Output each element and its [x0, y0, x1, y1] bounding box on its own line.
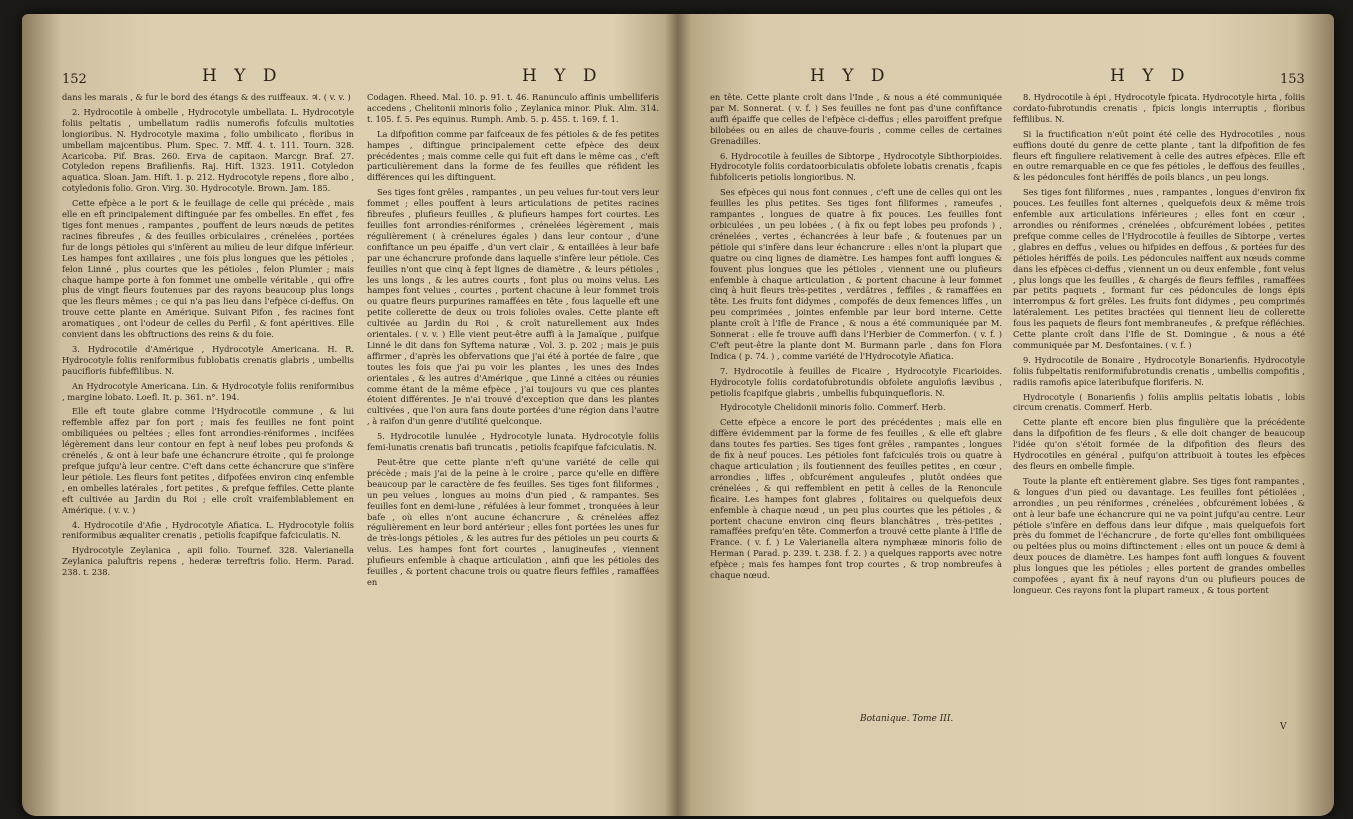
paragraph: Cette plante eft encore bien plus fingulière que la précédente dans la difpofition de fes fleurs , & elle doit changer de beaucoup l'idée qu'on s'étoit formée de la difpofition des fleurs des Hydrocotiles en général , puifqu'on attribuoit à toutes les efpèces des fleurs en ombelle fimple.: [1013, 417, 1305, 471]
paragraph: Hydrocotyle ( Bonarienfis ) foliis ampliis peltatis lobatis , lobis circum crenatis. Commerf. Herb.: [1013, 391, 1305, 413]
signature-mark: V: [1280, 722, 1287, 732]
left-page-column-2: [367, 92, 659, 592]
paragraph: Cette efpèce a le port & le feuillage de celle qui précède , mais elle en eft principalement diftinguée par fes ombelles. En effet , fes tiges font menues , rampantes , pouffent de leurs nœuds de petites racines fibreufes , & des feuilles orbiculaires , crénelées , portées fur de longs pétioles qui s'inſèrent au milieu de leur difque inférieur. Les hampes font axillaires , une fois plus longues que les pétioles , felon Linné , plus courtes que les pétioles , felon Plumier ; mais chaque hampe porte à fon fommet une ombelle véritable , qui offre plus de vingt fleurs foutenues par des rayons beaucoup plus longs que les fleurs mêmes ; ce qui n'a pas lieu dans l'efpèce ci-deffus. On trouve cette plante en Amérique. Suivant Pifon , fes racines font aromatiques , ont l'odeur de celles du Perfil , & font apéritives. Elle convient dans les obftructions des reins & du foie.: [62, 198, 354, 340]
paragraph: Elle eft toute glabre comme l'Hydrocotile commune , & lui reffemble affez par fon port ; mais fes feuilles ne font point ombiliquées ou peltées ; elles font arrondies-réniformes , incifées légèrement dans leur contour en fept à neuf lobes peu profonds & crénelés , & ont à leur bafe une échancrure étroite , qui fe prolonge prefque jufqu'à leur centre. C'eft dans cette échancrure que s'infère leur pétiole. Les fleurs font petites , difpofées environ cinq enfemble , en ombelles latérales , fort petites , & prefque feffiles. Cette plante eft cultivée au Jardin du Roi ; elle croît vraifemblablement en Amérique. ( v. v. ): [62, 406, 354, 515]
paragraph: Cette efpèce a encore le port des précédentes ; mais elle en diffère évidemment par la forme de fes feuilles , & elle eft glabre dans toutes fes parties. Ses tiges font grêles , rampantes , longues de fix à neuf pouces. Les pétioles font fafciculés trois ou quatre à chaque articulation ; ils foutiennent des feuilles petites , en cœur , arrondies , liffes , obfcurément anguleufes , plutôt ondées que crénelées , & qui reffemblent en petit à celles de la Renoncule ficaire. Les hampes font glabres , folitaires ou quelquefois deux enfemble à chaque nœud , un peu plus courtes que les pétioles , & portent chacune environ cinq fleurs blanchâtres , très-petites , ramaffées prefqu'en tête. Commerfon a trouvé cette plante à l'Ifle de France. ( v. f. ) Le Valerianella altera nymphææ minoris folio de Herman ( Parad. p. 239. t. 238. f. 2. ) a quelques rapports avec notre efpèce ; mais fes hampes font trop courtes , & trop nombreufes à chaque nœud.: [710, 417, 1002, 581]
right-page-column-2: [1013, 92, 1305, 600]
right-page-column-1: [710, 92, 1002, 585]
paragraph: Hydrocotyle Zeylanica , apii folio. Tournef. 328. Valerianella Zeylanica paluftris repens , hederæ terreftris folio. Herm. Parad. 238. t. 238.: [62, 545, 354, 578]
paragraph: Toute la plante eft entièrement glabre. Ses tiges font rampantes , & longues d'un pied ou davantage. Les feuilles font pétiolées , arrondies , un peu réniformes , crénelées , obfcurément lobées , & ont à leur bafe une échancrure qui ne va point jufqu'au centre. Leur pétiole s'infère en deffous dans leur difque , mais quelquefois fort près du fommet de l'échancrure , de forte qu'elles font ombiliquées ou peltées plus ou moins diftinctement : elles ont un pouce & demi à deux pouces de diamètre. Les hampes font auffi longues & fouvent plus longues que les pétioles ; elles portent de grandes ombelles compofées , ayant fix à neuf rayons d'un ou plufieurs pouces de longueur. Ces rayons font la plupart rameux , & tous portent: [1013, 475, 1305, 595]
page-number: 153: [1280, 72, 1305, 87]
paragraph: 6. Hydrocotile à feuilles de Sibtorpe , Hydrocotyle Sibthorpioides. Hydrocotyle foliis cordatoorbiculatis obfolete lobatis crenatis , fcapis fubfoliceris petiolis longioribus. N.: [710, 150, 1002, 183]
paragraph: Ses tiges font filiformes , nues , rampantes , longues d'environ fix pouces. Les feuilles font alternes , quelquefois deux & même trois enfemble aux articulations inférieures ; elles font en cœur , arrondies ou réniformes , crénelées , obfcurément lobées , petites prefque comme celles de l'Hydrocotile à feuilles de Sibtorpe , vertes , glabres en deffus , velues ou hifpides en deffous , & portées fur des pétioles hériffés de poils. Les pédoncules naiffent aux nœuds comme dans les efpèces ci-deffus , viennent un ou deux enfemble , font velus , plus longs que les feuilles , & chargés de fleurs feffiles , ramaffées par petits paquets , formant fur ces pédoncules de longs épis interrompus & fort grêles. Les fruits font didymes , peu comprimés latéralement. Les petites bractées qui tiennent lieu de collerette fous les paquets de fleurs font membraneufes , & prefque réfléchies. Cette plante croît dans l'Ifle de St. Domingue , & nous a été communiquée par M. Desfontaines. ( v. f. ): [1013, 187, 1305, 350]
paragraph: 7. Hydrocotile à feuilles de Ficaire , Hydrocotyle Ficarioides. Hydrocotyle foliis cordatofubrotundis obfolete angulofis lævibus , petiolis fcapifque glabris , umbellis fubquinquefloris. N.: [710, 365, 1002, 398]
paragraph: 3. Hydrocotile d'Amérique , Hydrocotyle Americana. H. R. Hydrocotyle foliis reniformibus fublobatis crenatis glabris , umbellis paucifloris fubfeffilibus. N.: [62, 343, 354, 376]
paragraph: La difpofition comme par faifceaux de fes pétioles & de fes petites hampes , diftingue principalement cette efpèce des deux précédentes ; mais comme celle qui fuit eft dans le même cas , c'eft particulièrement dans la forme de fes feuilles que réfident les différences qui les diftinguent.: [367, 128, 659, 183]
paragraph: Codagen. Rheed. Mal. 10. p. 91. t. 46. Ranunculo affinis umbelliferis accedens , Chelitonii minoris folio , Zeylanica minor. Pluk. Alm. 314. t. 105. f. 5. Pes equinus. Rumph. Amb. 5. p. 455. t. 169. f. 1.: [367, 92, 659, 124]
paragraph: 5. Hydrocotile lunulée , Hydrocotyle lunata. Hydrocotyle foliis femi-lunatis crenatis bafi truncatis , petiolis fcapifque fafciculatis. N.: [367, 431, 659, 453]
paragraph: Hydrocotyle Chelidonii minoris folio. Commerf. Herb.: [720, 402, 946, 413]
paragraph: Si la fructification n'eût point été celle des Hydrocotiles , nous euffions douté du genre de cette plante , tant la difpofition de fes fleurs eft finguliere relativement à celle des autres efpèces. Elle eft en outre remarquable en ce que fes pétioles , le deffous des feuilles , & les pédoncules font hériffés de poils blancs , un peu longs.: [1013, 128, 1305, 183]
paragraph: dans les marais , & fur le bord des étangs & des ruiffeaux. ♃. ( v. v. ): [62, 92, 351, 102]
right-page: [680, 14, 1334, 816]
left-page: [22, 14, 672, 816]
paragraph: 9. Hydrocotile de Bonaire , Hydrocotyle Bonarienfis. Hydrocotyle foliis fubpeltatis reniformifubrotundis crenatis , umbellis compofitis , radiis ramofis apice lateribufque floriferis. N.: [1013, 354, 1305, 387]
left-running-head: [22, 66, 672, 92]
paragraph: 2. Hydrocotile à ombelle , Hydrocotyle umbellata. L. Hydrocotyle foliis peltatis , umbellatum radiis numerofis fofculis multoties longioribus. N. Hydrocotyle maxima , folio umbilicato , floribus in umbellam majcentibus. Plum. Spec. 7. Mff. 4. t. 111. Tourn. 328. Acaricoba. Pif. Bras. 260. Erva de capitaon. Marcgr. Braf. 27. Cotyledon repens Brafilienfis. Raj. Hift. 1323. 1911. Cotyledon aquatica. Sloan. Jam. Hift. 1. p. 212. Hydrocotyle repens , flore albo , cotyledonis folio. Gron. Virg. 30. Hydrocotyle. Brown. Jam. 185.: [62, 106, 354, 194]
right-running-head: [680, 66, 1334, 92]
paragraph: 8. Hydrocotile à épi , Hydrocotyle fpicata. Hydrocotyle hirta , foliis cordato-fubrotundis crenatis , fpicis longis interruptis , floribus feffilibus. N.: [1013, 92, 1305, 124]
left-page-column-1: [62, 92, 354, 582]
running-head-right: H Y D: [522, 66, 603, 86]
running-head-right: H Y D: [1110, 66, 1191, 86]
book-spread: [22, 14, 1334, 816]
paragraph: An Hydrocotyle Americana. Lin. & Hydrocotyle foliis reniformibus , margine lobato. Loefl. It. p. 361. n°. 194.: [62, 380, 354, 402]
running-head-left: H Y D: [810, 66, 891, 86]
page-number: 152: [62, 72, 87, 87]
running-head-left: H Y D: [202, 66, 283, 86]
page-footer: Botanique. Tome III.: [860, 714, 954, 724]
paragraph: Ses efpèces qui nous font connues , c'eft une de celles qui ont les feuilles les plus petites. Ses tiges font filiformes , rameufes , rampantes , longues de quatre à fix pouces. Les feuilles font orbiculées , un peu lobées , ( à fix ou fept lobes peu profonds ) , crénelées , vertes , échancrées à leur bafe , & foutenues par un pétiole qui s'infère dans leur échancrure : elles n'ont la plupart que quatre ou cinq lignes de diamètre. Les hampes font auffi longues & fouvent plus longues que les pétioles , viennent une ou plufieurs enfemble à chaque articulation , & portent chacune à leur fommet cinq à huit fleurs très-petites , verdâtres , feffiles , & ramaffées en tête. Les fruits font didymes , compofés de deux femences liffes , un peu comprimées , jointes enfemble par leur bord interne. Cette plante croît à l'Ifle de France , & nous a été communiquée par M. Sonnerat : elle fe trouve auffi dans l'Herbier de Commerfon. ( v. f. ) C'eft peut-être la plante dont M. Burmann parle , dans fon Flora Indica ( p. 74. ) , comme variété de l'Hydrocotyle Afiatica.: [710, 187, 1002, 361]
paragraph: Ses tiges font grêles , rampantes , un peu velues fur-tout vers leur fommet ; elles pouffent à leurs articulations de petites racines fibreufes , plufieurs feuilles , & plufieurs hampes fort courtes. Les feuilles font arrondies-réniformes , crénelées légèrement , mais régulièrement ( à crénelures égales ) dans leur contour , d'une confiftance un peu épaiffe , d'un vert clair , & entaillées à leur bafe par une échancrure profonde dans laquelle s'infère leur pétiole. Ces feuilles n'ont que cinq à fept lignes de diamètre , & leurs pétioles , les uns longs , & les autres courts , font plus ou moins velus. Les hampes font velues , courtes , portent chacune à leur fommet trois ou quatre fleurs purpurines ramaffées en tête , fous laquelle eft une petite collerette de deux ou trois folioles ovales. Cette plante eft cultivée au Jardin du Roi , & croît naturellement aux Indes orientales. ( v. v. ) Elle vient peut-être auffi à la Jamaïque , puifque Linné le dit dans fon Syftema naturæ , Vol. 3. p. 202 ; mais je puis affirmer , d'après les obfervations que j'ai été à portée de faire , que toutes les fois que j'ai pu voir les plantes , les unes des Indes orientales , & les autres d'Amérique , que Linné a citées ou réunies comme étant de la même efpèce , j'ai toujours vu que ces plantes étoient différentes. Je n'ai trouvé d'exception que dans les plantes cultivées , que l'on aura fans doute portées d'une région dans l'autre , à raifon d'un genre d'utilité quelconque.: [367, 187, 659, 427]
paragraph: Peut-être que cette plante n'eft qu'une variété de celle qui précède ; mais j'ai de la peine à le croire , parce qu'elle en diffère beaucoup par le caractère de fes feuilles. Ses tiges font filiformes , un peu velues , longues au moins d'un pied , & rampantes. Ses feuilles font en demi-lune , réfulées à leur fommet , tronquées à leur bafe , où elles n'ont aucune échancrure , & crénelées affez régulièrement en leur bord antérieur ; elles font portées les unes fur de très-longs pétioles , & les autres fur des pétioles un peu courts & velus. Les hampes font fort courtes , lanugineufes , viennent plufieurs enfemble à chaque articulation , ainfi que les pétioles des feuilles , & portent chacune trois ou quatre fleurs feffiles , ramaffées en: [367, 457, 659, 587]
paragraph: 4. Hydrocotile d'Afie , Hydrocotyle Afiatica. L. Hydrocotyle foliis reniformibus æqualiter crenatis , petiolis fcapifque fafciculatis. N.: [62, 519, 354, 541]
paragraph: en tête. Cette plante croît dans l'Inde , & nous a été communiquée par M. Sonnerat. ( v. f. ) Ses feuilles ne font pas d'une confiftance auffi épaiffe que celles de l'efpèce ci-deffus ; elles paroiffent prefque bilobées ou en ailes de chauve-fouris , comme celles de certaines Grenadilles.: [710, 92, 1002, 146]
